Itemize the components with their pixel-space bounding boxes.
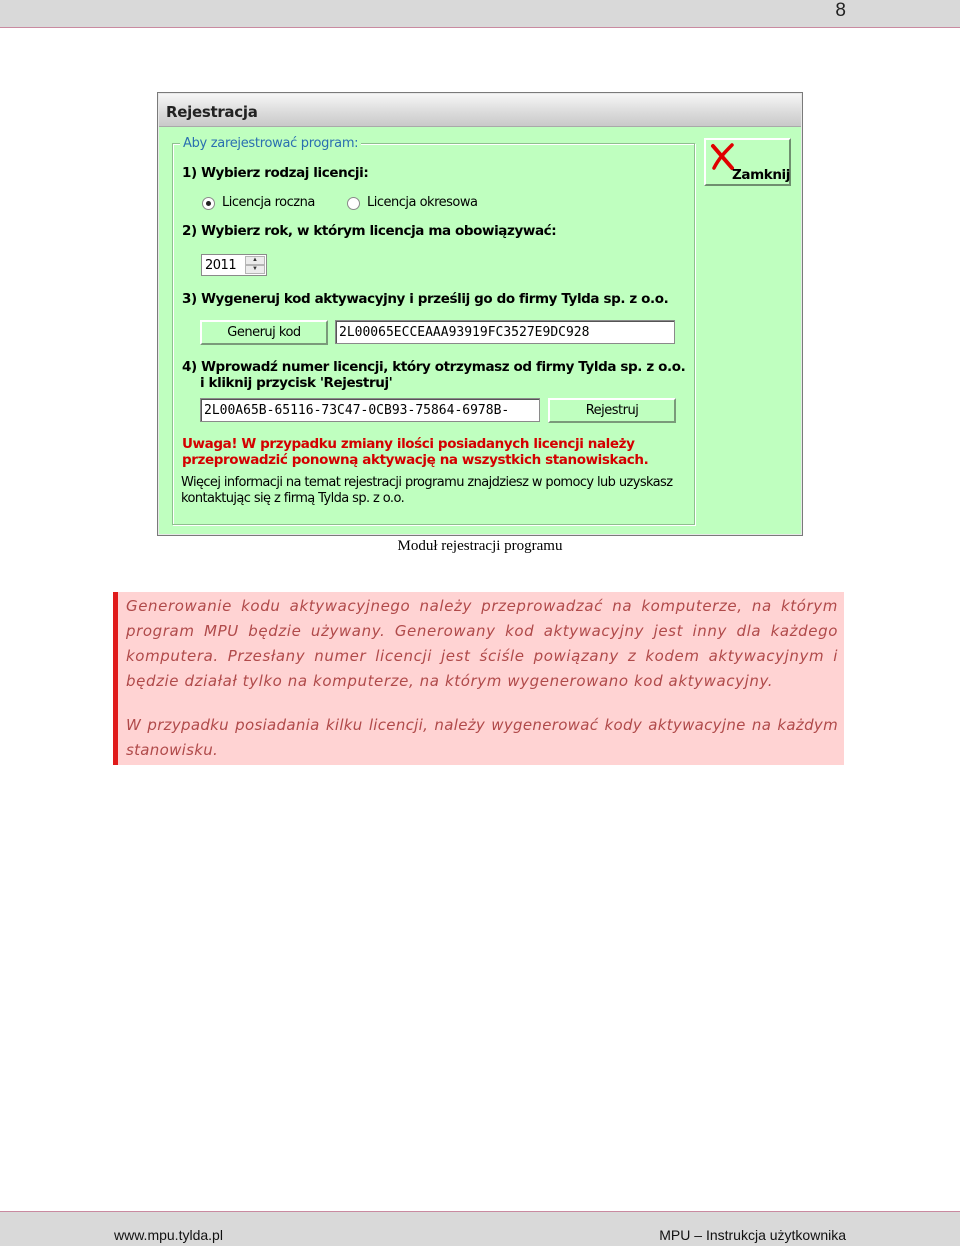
- radio-periodic-label: Licencja okresowa: [367, 195, 478, 210]
- warning-line-1: Uwaga! W przypadku zmiany ilości posiadanych licencji należy: [182, 436, 635, 452]
- figure-caption: Moduł rejestracji programu: [397, 538, 563, 554]
- step1-label: 1) Wybierz rodzaj licencji:: [182, 165, 369, 181]
- radio-annual-license[interactable]: [202, 197, 215, 210]
- close-button-label: Zamknij: [732, 167, 791, 183]
- radio-periodic-license[interactable]: [347, 197, 360, 210]
- radio-annual-label: Licencja roczna: [222, 195, 315, 210]
- step3-label: 3) Wygeneruj kod aktywacyjny i prześlij go do firmy Tylda sp. z o.o.: [182, 291, 669, 307]
- license-number-field[interactable]: 2L00A65B-65116-73C47-0CB93-75864-6978B-: [200, 398, 540, 422]
- step4-label-line2: i kliknij przycisk 'Rejestruj': [200, 375, 393, 391]
- dialog-title: Rejestracja: [166, 103, 258, 121]
- groupbox-legend: Aby zarejestrować program:: [180, 136, 361, 151]
- registration-dialog: [157, 92, 803, 536]
- note-box: [113, 592, 844, 765]
- register-button[interactable]: Rejestruj: [548, 398, 676, 423]
- info-text: [181, 475, 672, 507]
- spin-down-icon[interactable]: ▼: [245, 265, 265, 274]
- page-header-band: [0, 0, 960, 28]
- step4-label-line1: 4) Wprowadź numer licencji, który otrzymasz od firmy Tylda sp. z o.o.: [182, 359, 686, 375]
- close-button[interactable]: [704, 138, 791, 186]
- page-number: 8: [835, 0, 846, 21]
- step2-label: 2) Wybierz rok, w którym licencja ma obowiązywać:: [182, 223, 557, 239]
- spin-up-icon[interactable]: ▲: [245, 256, 265, 265]
- note-paragraph-2: W przypadku posiadania kilku licencji, należy wygenerować kody aktywacyjne na każdym stanowisku.: [126, 716, 838, 759]
- year-value: 2011: [205, 258, 237, 273]
- footer-doc-title: MPU – Instrukcja użytkownika: [659, 1227, 846, 1243]
- spinner-buttons: [245, 256, 265, 274]
- warning-text: [182, 436, 648, 468]
- note-paragraph-1: Generowanie kodu aktywacyjnego należy przeprowadzać na komputerze, na którym program MPU będzie używany. Generowany kod aktywacyjny jest inny dla każdego komputera. Przesłany numer licencji jest ściśle powiązany z kodem aktywacyjnym i będzie działał tylko na komputerze, na którym wygenerowano kod aktywacyjny.: [126, 597, 838, 690]
- footer-website: www.mpu.tylda.pl: [114, 1227, 223, 1243]
- dialog-title-bar: [159, 94, 801, 127]
- warning-line-2: przeprowadzić ponowną aktywację na wszystkich stanowiskach.: [182, 452, 649, 468]
- activation-code-field[interactable]: 2L00065ECCEAAA93919FC3527E9DC928: [335, 320, 675, 344]
- year-spinner[interactable]: [201, 254, 267, 276]
- info-line-1: Więcej informacji na temat rejestracji programu znajdziesz w pomocy lub uzyskasz: [181, 475, 673, 490]
- info-line-2: kontaktując się z firmą Tylda sp. z o.o.: [181, 491, 405, 506]
- generate-code-button[interactable]: Generuj kod: [200, 320, 328, 345]
